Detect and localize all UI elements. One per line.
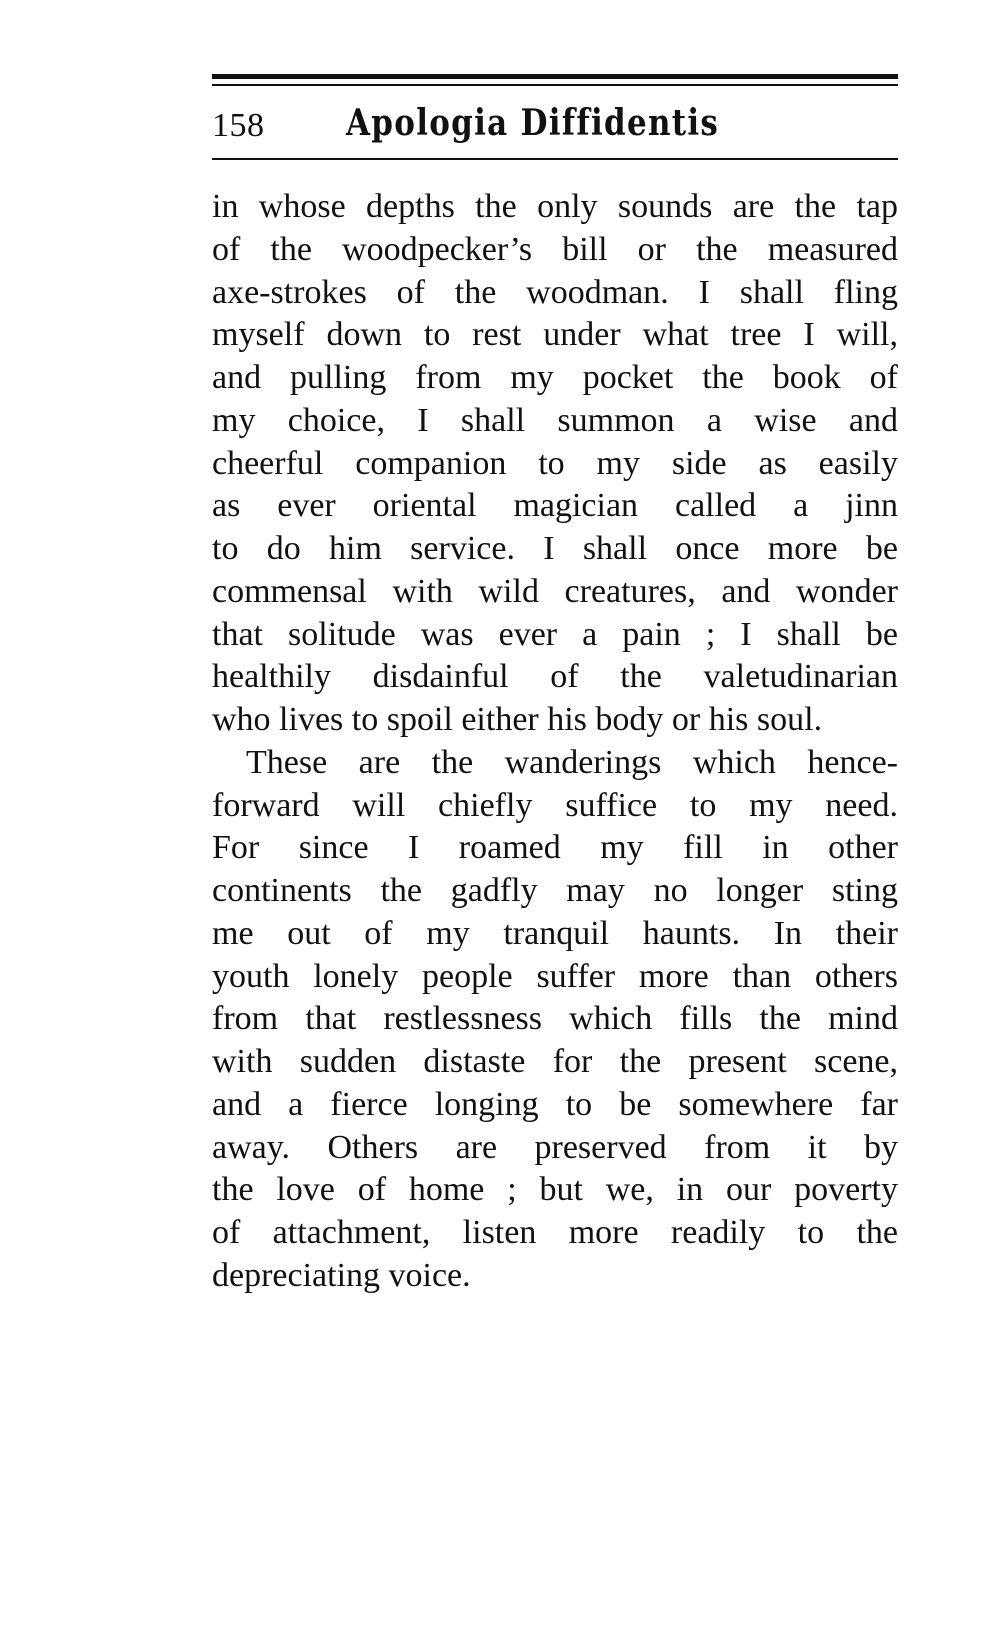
text-line: forward will chiefly suffice to my need. (212, 786, 898, 824)
paragraph-start-line: These are the wanderings which hence- (246, 743, 898, 781)
text-line: from that restlessness which fills the mind (212, 1000, 898, 1038)
text-line: commensal with wild creatures, and wonder (212, 572, 898, 610)
header-rule-thick (212, 74, 898, 79)
text-line: healthily disdainful of the valetudinarian (212, 658, 898, 696)
text-line: away. Others are preserved from it by (212, 1128, 898, 1166)
text-line: as ever oriental magician called a jinn (212, 487, 898, 525)
running-header (212, 100, 898, 150)
text-line: For since I roamed my fill in other (212, 829, 898, 867)
text-line: the love of home ; but we, in our poverty (212, 1171, 898, 1209)
text-line: youth lonely people suffer more than others (212, 957, 898, 995)
running-title: Apologia Diffidentis (346, 102, 720, 144)
text-line: and pulling from my pocket the book of (212, 359, 898, 396)
paragraph-end-line: who lives to spoil either his body or his soul. (212, 701, 823, 738)
header-rule-bottom (212, 158, 898, 160)
body-text (212, 186, 898, 1298)
text-line: myself down to rest under what tree I will, (212, 316, 898, 354)
text-line: me out of my tranquil haunts. In their (212, 914, 898, 952)
paragraph-end-line: depreciating voice. (212, 1256, 471, 1294)
text-line: of the woodpecker’s bill or the measured (212, 230, 898, 268)
text-line: that solitude was ever a pain ; I shall be (212, 615, 898, 653)
page-number: 158 (212, 107, 265, 144)
text-line: cheerful companion to my side as easily (212, 444, 898, 482)
text-line: my choice, I shall summon a wise and (212, 401, 898, 439)
text-line: axe-strokes of the woodman. I shall fling (212, 273, 898, 311)
text-line: with sudden distaste for the present scene, (212, 1043, 898, 1080)
text-line: of attachment, listen more readily to the (212, 1214, 898, 1251)
text-line: to do him service. I shall once more be (212, 530, 898, 567)
text-line: continents the gadfly may no longer sting (212, 872, 898, 909)
header-rule-thin (212, 84, 898, 86)
text-line: in whose depths the only sounds are the tap (212, 188, 898, 225)
text-line: and a fierce longing to be somewhere far (212, 1085, 898, 1123)
